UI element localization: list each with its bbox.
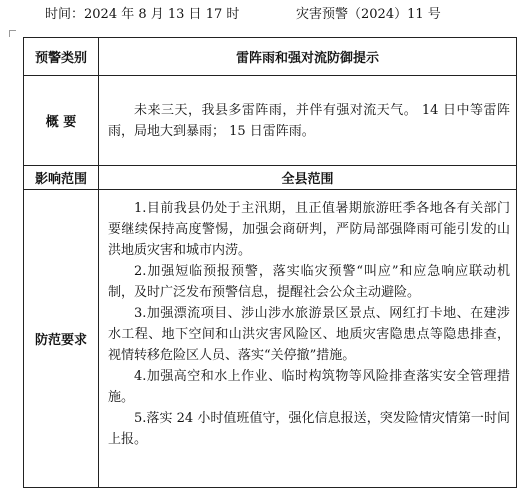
category-row: [24, 38, 517, 76]
requirement-item: 5.落实 24 小时值班值守，强化信息报送，突发险情灾情第一时间上报。: [108, 411, 510, 447]
requirement-item: 2.加强短临预报预警，落实临灾预警“叫应”和应急响应联动机制，及时广泛发布预警信息，提醒社会公众主动避险。: [108, 264, 510, 300]
requirements-cell: [99, 190, 517, 488]
overview-row: [24, 76, 517, 166]
document-number: 灾害预警（2024）11 号: [296, 7, 441, 22]
issue-time: 时间：2024 年 8 月 13 日 17 时: [45, 7, 240, 22]
scope-value: 全县范围: [99, 166, 517, 190]
warning-table: [23, 37, 517, 488]
overview-cell: [99, 76, 517, 166]
category-value: 雷阵雨和强对流防御提示: [99, 38, 517, 76]
overview-label: 概 要: [24, 76, 99, 166]
overview-text: 未来三天，我县多雷阵雨，并伴有强对流天气。 14 日中等雷阵雨，局地大到暴雨； 15 日雷阵雨。: [108, 102, 510, 139]
requirement-item: 4.加强高空和水上作业、临时构筑物等风险排查落实安全管理措施。: [108, 369, 510, 405]
scope-row: [24, 166, 517, 190]
requirements-label: 防范要求: [24, 190, 99, 488]
category-label: 预警类别: [24, 38, 99, 76]
requirement-item: 1.目前我县仍处于主汛期，且正值暑期旅游旺季各地各有关部门要继续保持高度警惕，加强会商研判，严防局部强降雨可能引发的山洪地质灾害和城市内涝。: [108, 201, 510, 258]
table-anchor-mark: [9, 30, 16, 37]
document-header: [0, 0, 523, 30]
requirement-item: 3.加强漂流项目、涉山涉水旅游景区景点、网红打卡地、在建涉水工程、地下空间和山洪灾害风险区、地质灾害隐患点等隐患排查，视情转移危险区人员、落实“关停撤”措施。: [108, 306, 510, 363]
scope-label: 影响范围: [24, 166, 99, 190]
requirements-row: [24, 190, 517, 488]
